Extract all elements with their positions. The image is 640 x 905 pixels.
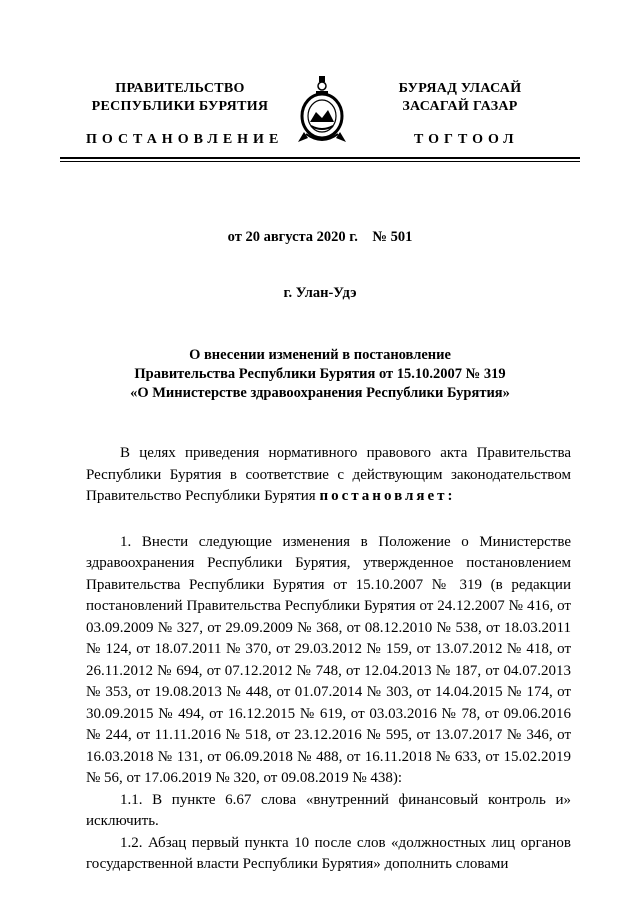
item-1-2-paragraph: 1.2. Абзац первый пункта 10 после слов «должностных лиц органов государственной власти Республики Бурятия» дополнить словами <box>86 834 571 872</box>
preamble-decree-word: постановляет: <box>319 488 456 504</box>
government-name-ru <box>60 80 300 116</box>
document-city: г. Улан-Удэ <box>283 285 357 301</box>
document-subject <box>60 346 580 403</box>
government-name-bua <box>340 80 580 116</box>
header-divider-thin <box>60 161 580 162</box>
subject-line2: Правительства Республики Бурятия от 15.10.2007 № 319 <box>134 366 506 382</box>
document-date-number: от 20 августа 2020 г. № 501 <box>227 229 413 245</box>
preamble-text: В целях приведения нормативного правового акта Правительства Республики Бурятия в соответствие с действующим законодательством Правительство Республики Бурятия <box>86 445 571 504</box>
preamble-paragraph <box>86 443 571 508</box>
government-name-ru-line1: ПРАВИТЕЛЬСТВО <box>115 81 245 96</box>
item-1-paragraph: 1. Внести следующие изменения в Положение о Министерстве здравоохранения Республики Бурятия, утвержденное постановлением Правительства Республики Бурятия от 15.10.2007 № 319 (в редакции постановлений Правительства Республики Бурятия от 24.12.2007 № 416, от 03.09.2009 № 327, от 29.09.2009 № 368, от 08.12.2010 № 538, от 18.03.2011 № 124, от 18.07.2011 № 370, от 29.03.2012 № 159, от 13.07.2012 № 418, от 26.11.2012 № 694, от 07.12.2012 № 748, от 12.04.2013 № 187, от 04.07.2013 № 353, от 19.08.2013 № 448, от 01.07.2014 № 303, от 14.04.2015 № 174, от 30.09.2015 № 494, от 16.12.2015 № 619, от 03.03.2016 № 78, от 09.06.2016 № 244, от 11.11.2016 № 518, от 23.12.2016 № 595, от 13.07.2017 № 346, от 16.03.2018 № 131, от 06.09.2018 № 488, от 16.11.2018 № 633, от 15.02.2019 № 56, от 17.06.2019 № 320, от 09.08.2019 № 438): <box>86 533 571 786</box>
government-name-bua-line1: БУРЯАД УЛАСАЙ <box>398 81 522 96</box>
item-1-1-paragraph: 1.1. В пункте 6.67 слова «внутренний финансовый контроль и» исключить. <box>86 791 571 829</box>
government-name-ru-line2: РЕСПУБЛИКИ БУРЯТИЯ <box>91 99 269 114</box>
subject-line3: «О Министерстве здравоохранения Республики Бурятия» <box>130 385 510 401</box>
subject-line1: О внесении изменений в постановление <box>189 347 451 363</box>
document-type-ru: ПОСТАНОВЛЕНИЕ <box>86 132 284 147</box>
document-type-bua: ТОГТООЛ <box>414 132 519 147</box>
government-name-bua-line2: ЗАСАГАЙ ГАЗАР <box>402 99 518 114</box>
header-divider-thick <box>60 157 580 159</box>
document-body <box>86 443 571 876</box>
